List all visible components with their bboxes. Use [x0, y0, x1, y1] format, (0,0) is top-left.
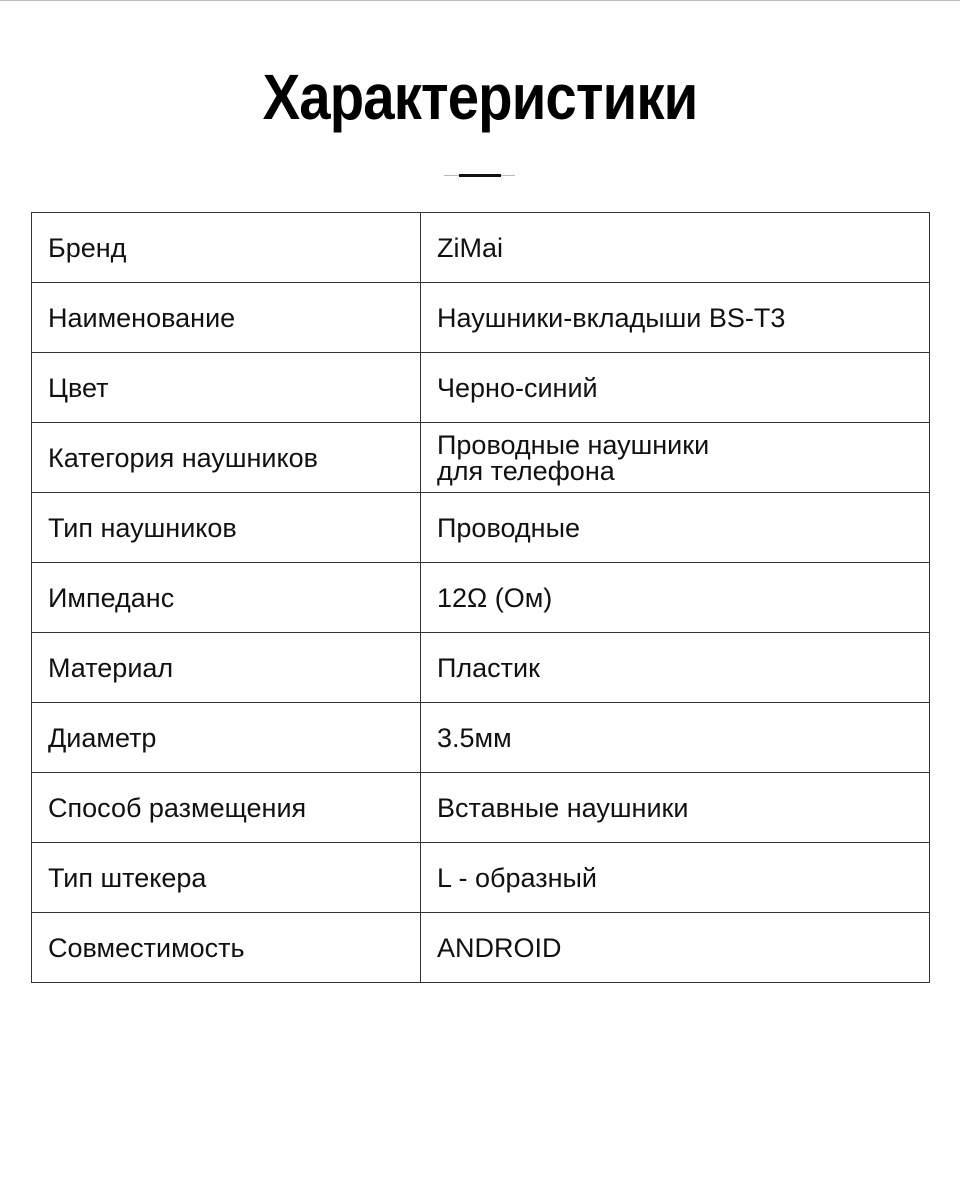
spec-row-brand: [32, 213, 930, 283]
spec-value: L - образный: [421, 843, 930, 913]
spec-label: Совместимость: [32, 913, 421, 983]
spec-label: Способ размещения: [32, 773, 421, 843]
spec-value: Наушники-вкладыши BS-T3: [421, 283, 930, 353]
page-title: Характеристики: [262, 61, 698, 133]
spec-value: Черно-синий: [421, 353, 930, 423]
spec-label: Материал: [32, 633, 421, 703]
title-divider-accent: [459, 174, 501, 177]
spec-label: Тип наушников: [32, 493, 421, 563]
spec-value: ZiMai: [421, 213, 930, 283]
spec-row-compatibility: [32, 913, 930, 983]
spec-label: Диаметр: [32, 703, 421, 773]
specs-table: [31, 212, 930, 983]
spec-value: Проводные: [421, 493, 930, 563]
spec-value: [421, 423, 930, 493]
spec-value: ANDROID: [421, 913, 930, 983]
spec-row-material: [32, 633, 930, 703]
spec-value: Пластик: [421, 633, 930, 703]
spec-label: Бренд: [32, 213, 421, 283]
spec-row-name: [32, 283, 930, 353]
spec-label: Тип штекера: [32, 843, 421, 913]
top-rule: [0, 0, 960, 1]
spec-label: Импеданс: [32, 563, 421, 633]
spec-value-line: Проводные наушники: [437, 429, 710, 460]
spec-value: 3.5мм: [421, 703, 930, 773]
spec-label: Категория наушников: [32, 423, 421, 493]
spec-row-type: [32, 493, 930, 563]
spec-label: Цвет: [32, 353, 421, 423]
spec-row-category: [32, 423, 930, 493]
spec-value: Вставные наушники: [421, 773, 930, 843]
spec-row-placement: [32, 773, 930, 843]
spec-label: Наименование: [32, 283, 421, 353]
spec-row-plug: [32, 843, 930, 913]
spec-value: 12Ω (Ом): [421, 563, 930, 633]
spec-row-diameter: [32, 703, 930, 773]
spec-value-line: для телефона: [437, 455, 615, 486]
spec-row-impedance: [32, 563, 930, 633]
spec-row-color: [32, 353, 930, 423]
